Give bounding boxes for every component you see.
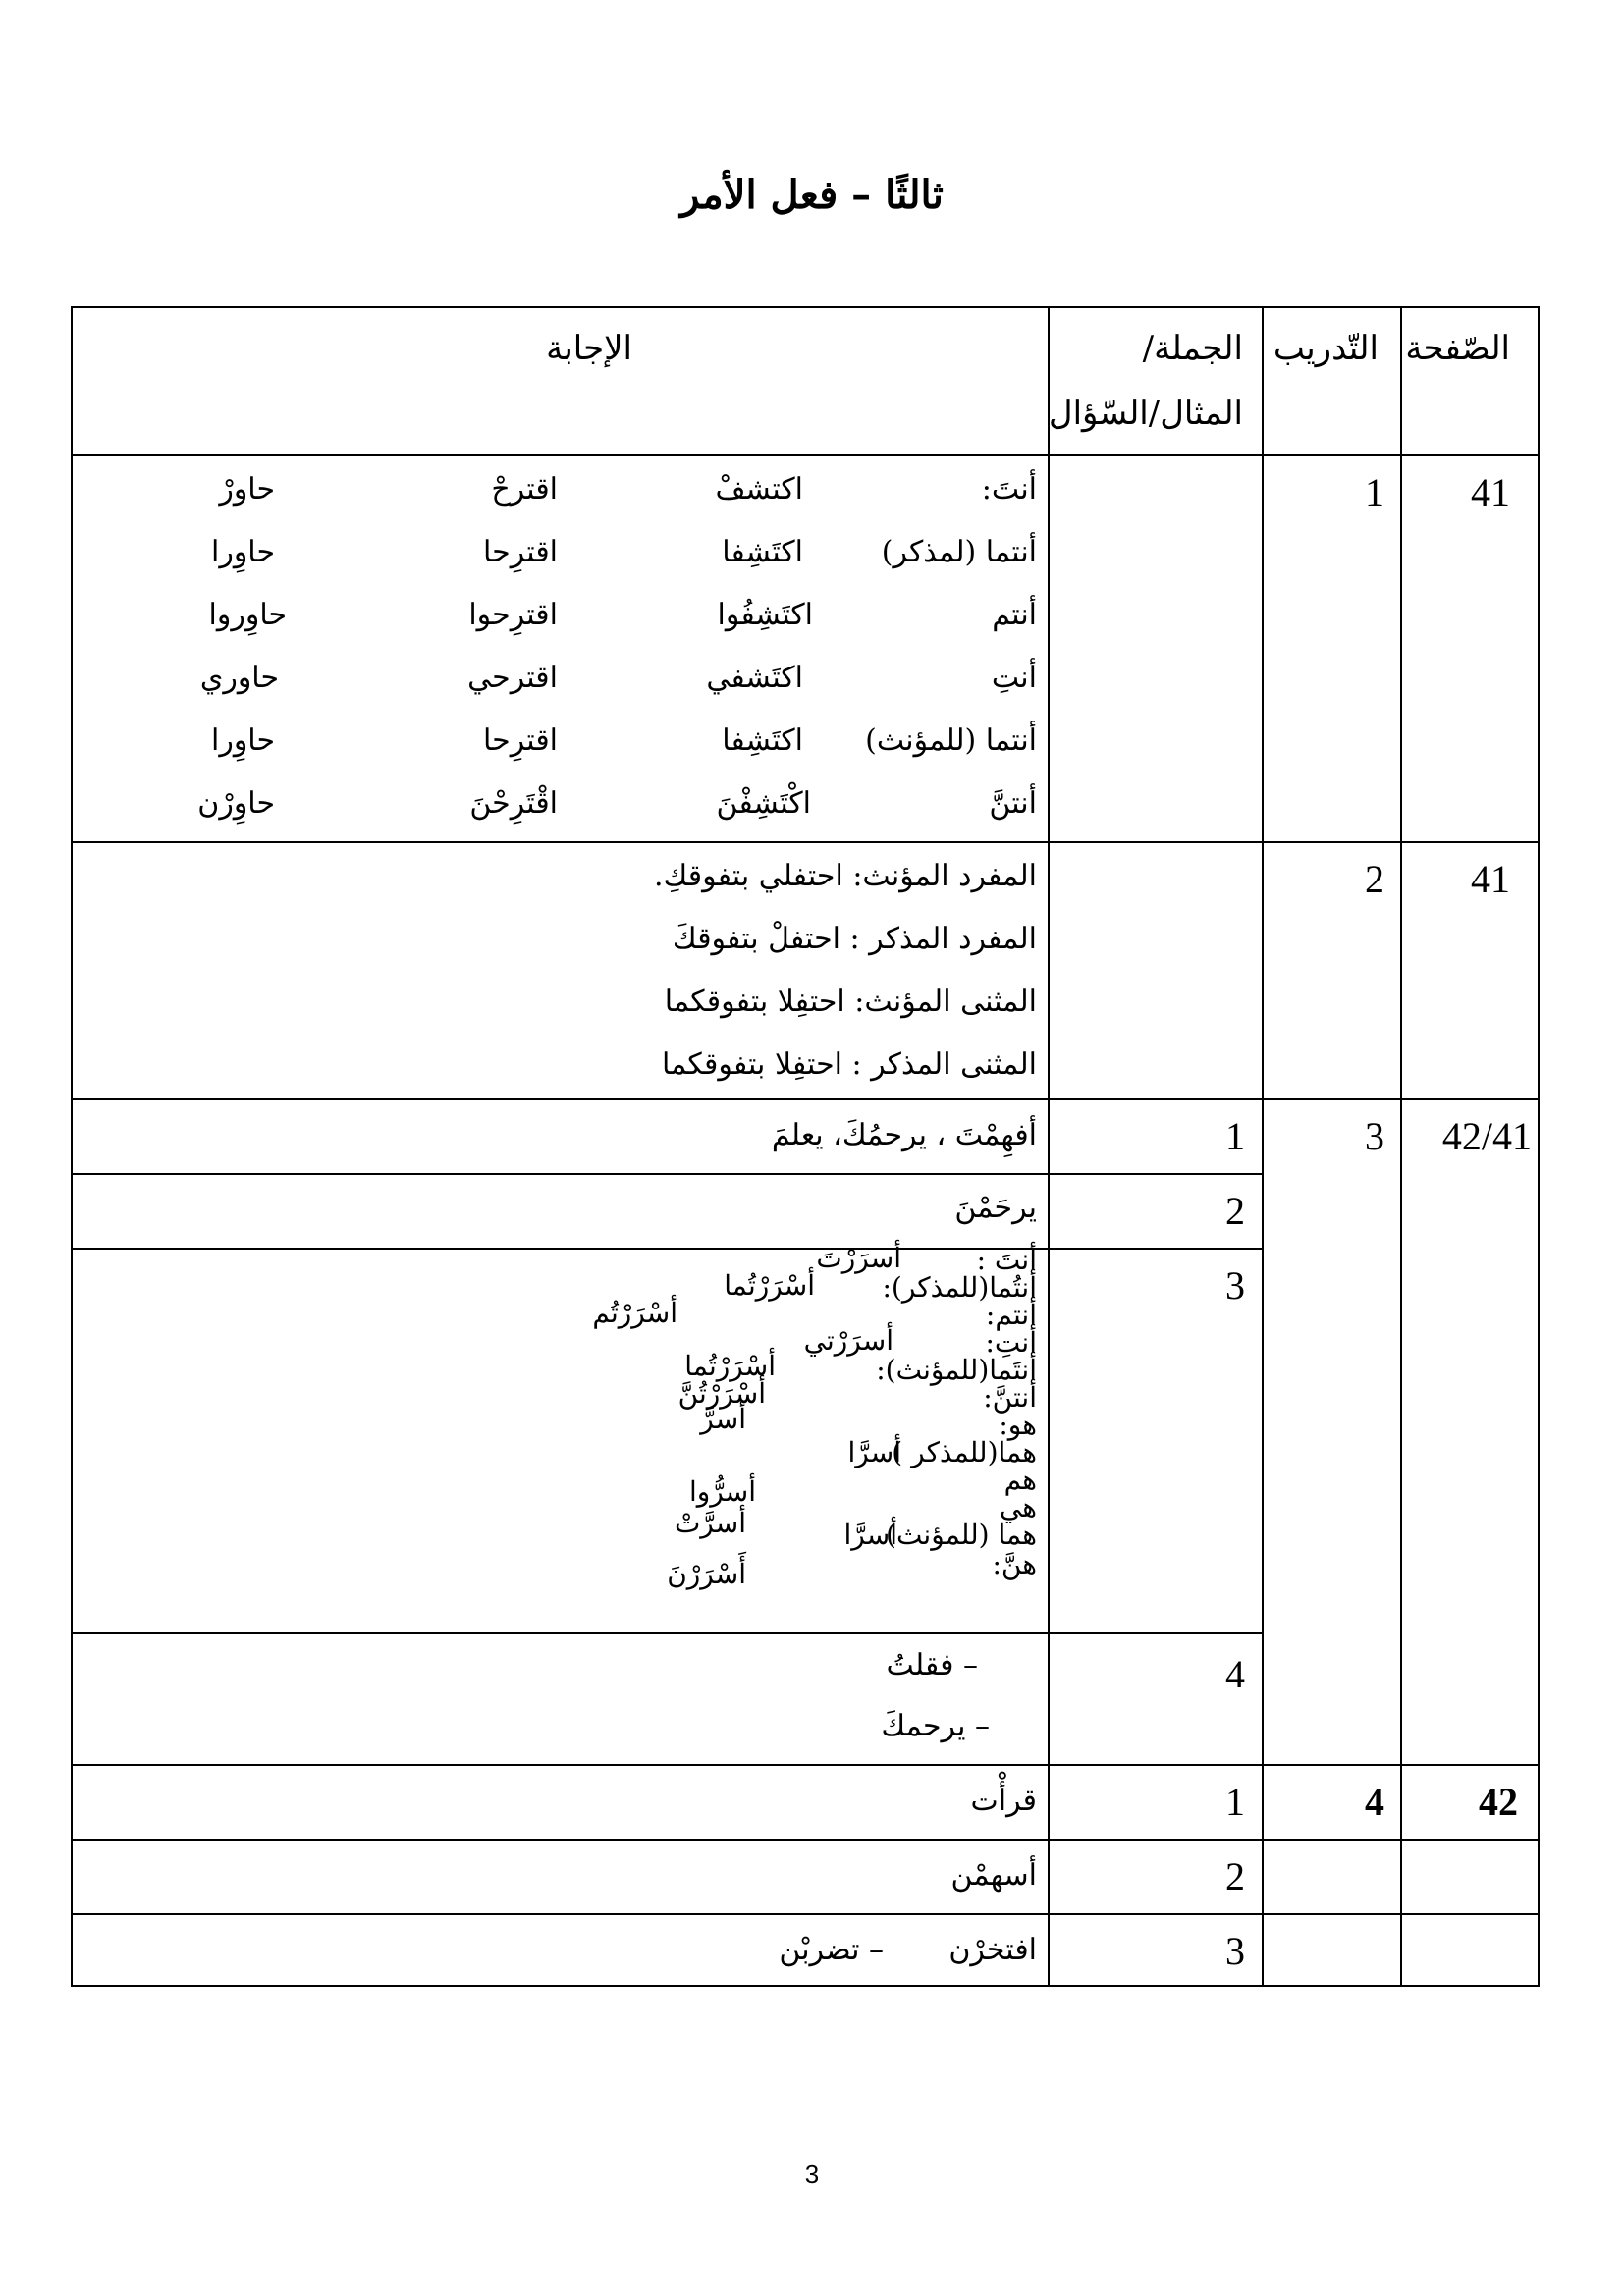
page-number: 3 [804, 2160, 820, 2189]
row4-q3-answer-a: افتخرْن [948, 1933, 1037, 1967]
q3-pronoun-3: أنتم: [985, 1299, 1037, 1331]
header-sentence-line1: الجملة/ [1142, 329, 1243, 368]
q3-verb-6: أسْرَرْتُنَّ [677, 1377, 766, 1410]
q3-pronoun-10: هي [999, 1491, 1037, 1523]
row1-verb-c-3: حاوِروا [208, 598, 287, 632]
q3-verb-7: أسرَّ [700, 1403, 746, 1435]
row3-q4-line-2: – يرحمكَ [881, 1709, 990, 1743]
row3-q2-number: 2 [1225, 1189, 1245, 1233]
q3-pronoun-1: أنتَ : [976, 1244, 1037, 1276]
answers-table [71, 306, 1540, 1987]
row2-line-3: المثنى المؤنث: احتفِلا بتفوقكما [664, 985, 1037, 1019]
row1-pronoun-3: أنتم [992, 598, 1037, 632]
row2-exercise: 2 [1365, 857, 1384, 901]
row2-page: 41 [1471, 857, 1510, 901]
row1-pronoun-2: أنتما (لمذكر) [881, 535, 1037, 569]
row2-line-2: المفرد المذكر : احتفلْ بتفوقكَ [672, 922, 1037, 956]
header-answer: الإجابة [546, 329, 632, 368]
row1-page: 41 [1471, 470, 1510, 514]
row1-verb-b-5: اقترِحا [483, 723, 558, 758]
row3-page: 42/41 [1441, 1114, 1532, 1158]
q3-pronoun-11: هما (للمؤنث) [886, 1519, 1037, 1551]
row4-exercise: 4 [1365, 1780, 1384, 1824]
q3-pronoun-4: أنتِ: [985, 1326, 1037, 1359]
row1-pronoun-1: أنتَ: [981, 472, 1037, 507]
row4-q2-number: 2 [1225, 1854, 1245, 1898]
header-exercise: التّدريب [1272, 329, 1379, 368]
row1-verb-c-2: حاوِرا [211, 535, 275, 569]
header-sentence-line2: المثال/السّؤال [1048, 394, 1243, 433]
row3-exercise: 3 [1365, 1114, 1384, 1158]
q3-verb-2: أسْرَرْتُما [724, 1269, 815, 1302]
header-page: الصّفحة [1405, 329, 1510, 368]
q3-verb-1: أسرَرْتَ [816, 1242, 901, 1274]
row1-verb-b-2: اقترِحا [483, 535, 558, 569]
row3-q3-number: 3 [1225, 1263, 1245, 1308]
q3-verb-10: أسرَّتْ [674, 1507, 746, 1539]
q3-verb-3: أسْرَرْتُم [592, 1297, 677, 1329]
q3-pronoun-2: أنتُما(للمذكر): [882, 1271, 1037, 1304]
row1-verb-b-6: اقْتَرِحْنَ [469, 786, 558, 821]
row3-q1-answer: أفهِمْتَ ، يرحمُكَ، يعلمَ [771, 1118, 1037, 1152]
row4-q3-answer-b: – تضربْن [779, 1933, 884, 1967]
q3-pronoun-5: أنتَما(للمؤنث): [876, 1354, 1037, 1386]
row1-verb-a-5: اكتَشِفا [722, 723, 803, 758]
row1-verb-b-4: اقترحي [467, 661, 558, 695]
q3-pronoun-12: هنَّ: [992, 1548, 1037, 1580]
row1-verb-b-1: اقترحْ [491, 472, 558, 507]
row1-pronoun-6: أنتنَّ [989, 786, 1037, 821]
row2-line-1: المفرد المؤنث: احتفلي بتفوقكِ. [653, 859, 1037, 893]
row1-verb-a-1: اكتشفْ [715, 472, 803, 507]
q3-verb-11: أسرَّا [843, 1519, 897, 1551]
row3-q4-line-1: – فقلتُ [886, 1648, 978, 1682]
row1-verb-a-3: اكتَشِفُوا [717, 598, 813, 632]
row1-verb-c-5: حاوِرا [211, 723, 275, 758]
row1-verb-c-4: حاوري [199, 661, 279, 695]
q3-verb-4: أسرَرْتي [803, 1324, 893, 1357]
row1-verb-a-4: اكتَشفي [706, 661, 803, 695]
row4-q2-answer: أسهمْن [950, 1858, 1037, 1893]
row1-verb-c-6: حاوِرْن [197, 786, 275, 821]
row1-verb-a-6: اكْتَشِفْنَ [716, 786, 811, 821]
row1-verb-b-3: اقترِحوا [468, 598, 558, 632]
q3-verb-5: أسْرَرْتُما [684, 1350, 776, 1382]
q3-pronoun-8: هما(للمذكر ) [892, 1436, 1037, 1468]
row1-verb-a-2: اكتَشِفا [722, 535, 803, 569]
q3-pronoun-7: هو: [999, 1409, 1037, 1441]
row1-exercise: 1 [1365, 470, 1384, 514]
row3-q2-answer: يرحَمْنَ [954, 1191, 1037, 1225]
q3-pronoun-9: هم [1003, 1464, 1037, 1496]
row1-pronoun-5: أنتما (للمؤنث) [865, 723, 1037, 758]
row3-q4-number: 4 [1225, 1652, 1245, 1696]
row4-q3-number: 3 [1225, 1929, 1245, 1973]
row1-pronoun-4: أنتِ [991, 661, 1037, 695]
row2-line-4: المثنى المذكر : احتفِلا بتفوقكما [661, 1047, 1037, 1082]
row1-verb-c-1: حاورْ [219, 472, 275, 507]
row3-q1-number: 1 [1225, 1114, 1245, 1158]
q3-verb-12: أَسْرَرْنَ [667, 1558, 746, 1590]
row4-page: 42 [1479, 1780, 1518, 1824]
page-title: ثالثًا – فعل الأمر [680, 172, 944, 218]
row4-q1-number: 1 [1225, 1780, 1245, 1824]
q3-pronoun-6: أنتنَّ: [983, 1381, 1037, 1414]
q3-verb-9: أسرُّوا [689, 1475, 756, 1508]
q3-verb-8: أسرَّا [847, 1436, 901, 1468]
row4-q1-answer: قرأْت [970, 1784, 1037, 1818]
